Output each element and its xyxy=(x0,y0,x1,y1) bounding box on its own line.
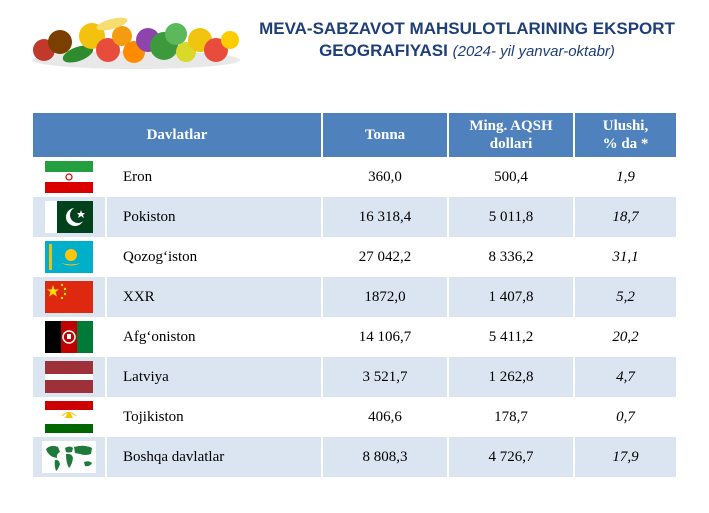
table-row xyxy=(33,357,676,397)
fruits-vegetables-banner xyxy=(30,10,242,70)
tonnes-value: 360,0 xyxy=(323,157,449,197)
country-name: Tojikiston xyxy=(107,397,323,437)
pakistan-flag-icon xyxy=(45,201,93,233)
world-map-icon xyxy=(42,441,96,473)
flag-cell xyxy=(33,357,107,397)
title-line2: GEOGRAFIYASI xyxy=(319,41,448,60)
header-tonnes-label: Tonna xyxy=(364,127,406,143)
share-value: 0,7 xyxy=(575,397,676,437)
share-value: 1,9 xyxy=(575,157,676,197)
usd-value: 1 407,8 xyxy=(449,277,575,317)
tajikistan-flag-icon xyxy=(45,401,93,433)
flag-cell xyxy=(33,397,107,437)
usd-value: 5 411,2 xyxy=(449,317,575,357)
tonnes-value: 14 106,7 xyxy=(323,317,449,357)
latvia-flag-icon xyxy=(45,361,93,393)
table-header-row xyxy=(33,113,676,157)
usd-value: 4 726,7 xyxy=(449,437,575,477)
tonnes-value: 3 521,7 xyxy=(323,357,449,397)
header-tonnes xyxy=(323,113,449,157)
afghanistan-flag-icon xyxy=(45,321,93,353)
flag-cell xyxy=(33,317,107,357)
header-usd xyxy=(449,113,575,157)
tonnes-value: 1872,0 xyxy=(323,277,449,317)
tonnes-value: 8 808,3 xyxy=(323,437,449,477)
table-row xyxy=(33,237,676,277)
china-flag-icon xyxy=(45,281,93,313)
country-name: Boshqa davlatlar xyxy=(107,437,323,477)
share-value: 18,7 xyxy=(575,197,676,237)
country-name: Pokiston xyxy=(107,197,323,237)
flag-cell xyxy=(33,437,107,477)
table-row xyxy=(33,437,676,477)
share-value: 4,7 xyxy=(575,357,676,397)
table-row xyxy=(33,157,676,197)
flag-cell xyxy=(33,277,107,317)
title-period: (2024- yil yanvar-oktabr) xyxy=(452,43,615,60)
header-usd-line1: Ming. AQSH xyxy=(469,118,553,134)
country-name: Eron xyxy=(107,157,323,197)
flag-cell xyxy=(33,157,107,197)
country-name: XXR xyxy=(107,277,323,317)
kazakhstan-flag-icon xyxy=(45,241,93,273)
share-value: 5,2 xyxy=(575,277,676,317)
share-value: 17,9 xyxy=(575,437,676,477)
table-row xyxy=(33,277,676,317)
share-value: 31,1 xyxy=(575,237,676,277)
country-name: Qozog‘iston xyxy=(107,237,323,277)
header-share-line1: Ulushi, xyxy=(602,118,649,134)
export-table xyxy=(33,113,676,477)
header-usd-line2: dollari xyxy=(489,136,533,152)
flag-cell xyxy=(33,237,107,277)
header-country xyxy=(33,113,323,157)
tonnes-value: 16 318,4 xyxy=(323,197,449,237)
table-row xyxy=(33,397,676,437)
usd-value: 178,7 xyxy=(449,397,575,437)
share-value: 20,2 xyxy=(575,317,676,357)
usd-value: 5 011,8 xyxy=(449,197,575,237)
country-name: Latviya xyxy=(107,357,323,397)
page-title xyxy=(232,18,702,63)
title-line1: MEVA-SABZAVOT MAHSULOTLARINING EKSPORT xyxy=(259,19,675,38)
table-row xyxy=(33,197,676,237)
header-country-label: Davlatlar xyxy=(146,127,208,143)
header-share xyxy=(575,113,676,157)
table-row xyxy=(33,317,676,357)
usd-value: 8 336,2 xyxy=(449,237,575,277)
header-share-line2: % da * xyxy=(602,136,649,152)
tonnes-value: 406,6 xyxy=(323,397,449,437)
tonnes-value: 27 042,2 xyxy=(323,237,449,277)
usd-value: 500,4 xyxy=(449,157,575,197)
usd-value: 1 262,8 xyxy=(449,357,575,397)
iran-flag-icon xyxy=(45,161,93,193)
country-name: Afg‘oniston xyxy=(107,317,323,357)
flag-cell xyxy=(33,197,107,237)
